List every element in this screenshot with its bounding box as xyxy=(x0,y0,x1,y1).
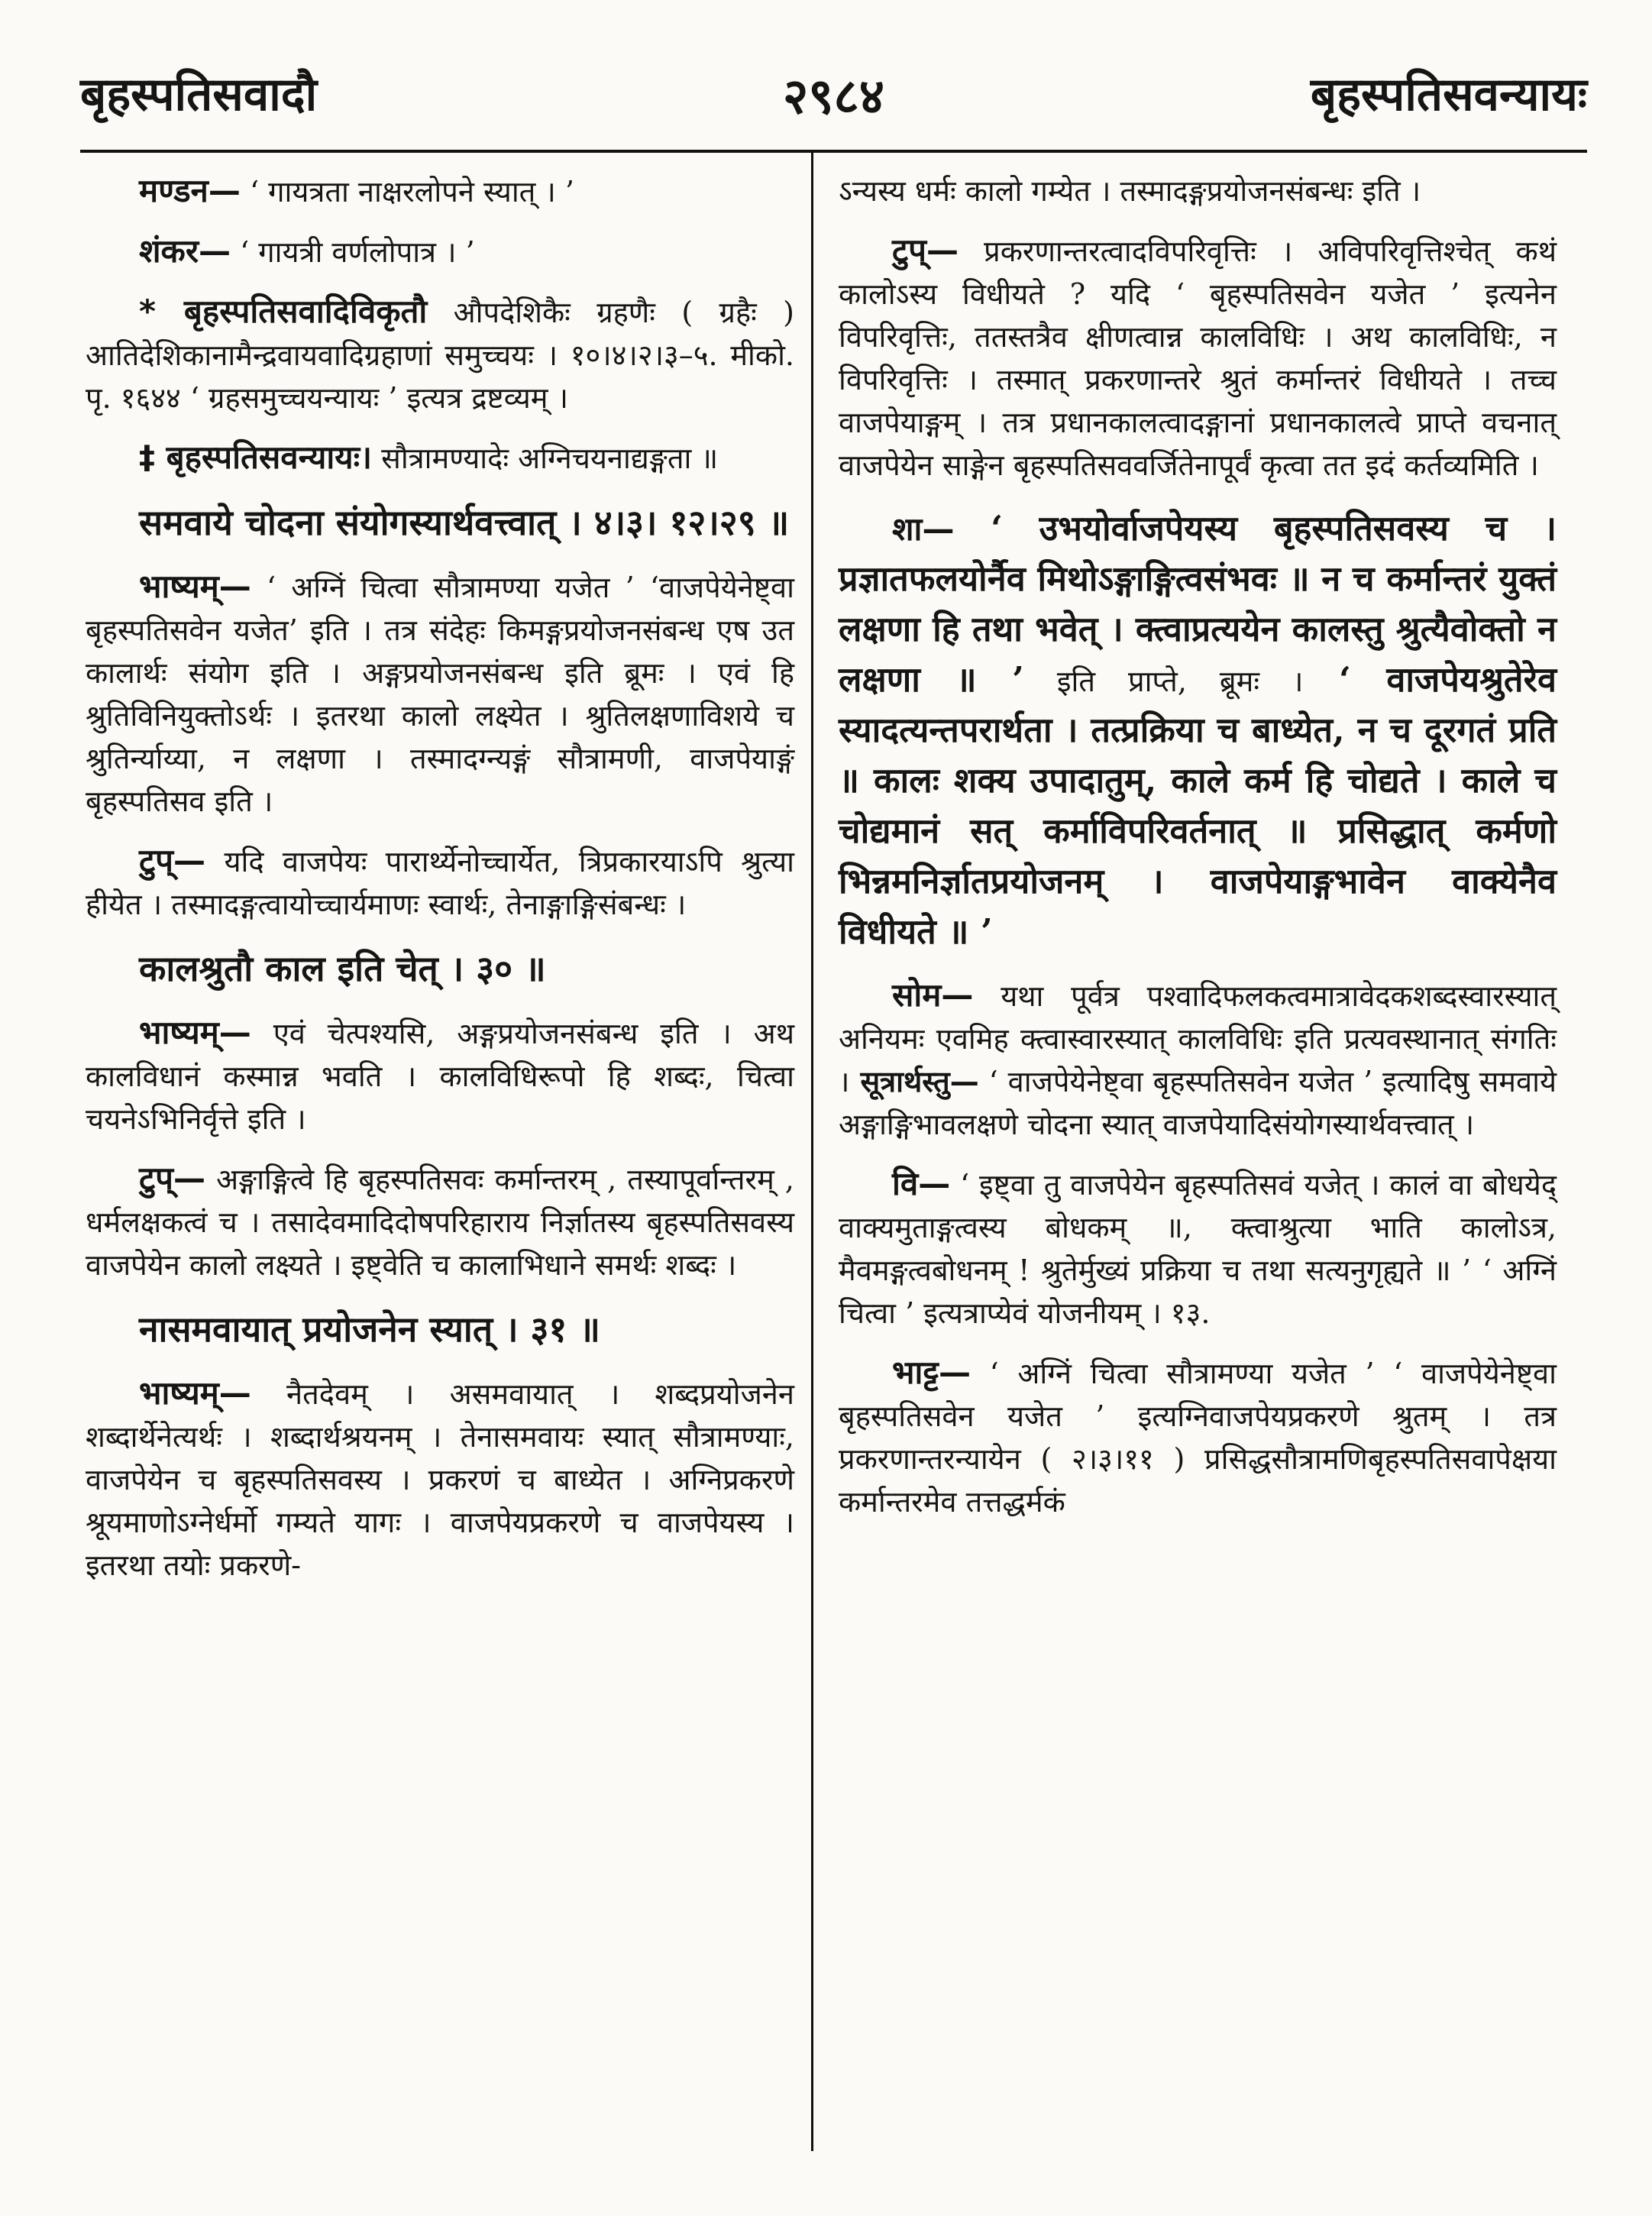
paragraph: भाष्यम्— एवं चेत्पश्यसि, अङ्गप्रयोजनसंबन्ध इति । अथ कालविधानं कस्मान्न भवति । कालविधिरूपो हि शब्दः, चित्वा चयनेऽभिनिर्वृत्ते इति । xyxy=(86,1014,794,1136)
paragraph: टुप्— अङ्गाङ्गित्वे हि बृहस्पतिसवः कर्मान्तरम् , तस्यापूर्वान्तरम् , धर्मलक्षकत्वं च । तसादेवमादिदोषपरिहाराय निर्ज्ञातस्य बृहस्पतिसवस्य वाजपेयेन कालो लक्ष्यते । इष्ट्वेति च कालाभिधाने समर्थः शब्दः । xyxy=(86,1160,794,1282)
paragraph: मण्डन— ‘ गायत्रता नाक्षरलोपने स्यात् । ’ xyxy=(139,172,574,209)
paragraph: * बृहस्पतिसवादिविकृतौ औपदेशिकैः ग्रहणैः ( ग्रहैः ) आतिदेशिकानामैन्द्रवायवादिग्रहाणां समुच्चयः । १०।४।२।३–५. मीको. पृ. १६४४ ‘ ग्रहसमुच्चयन्यायः ’ इत्यत्र द्रष्टव्यम् । xyxy=(86,293,794,415)
header-rule xyxy=(80,150,1587,153)
sutra-heading: कालश्रुतौ काल इति चेत् । ३० ॥ xyxy=(139,948,546,989)
running-head-left: बृहस्पतिसवादौ xyxy=(80,68,318,121)
right-column xyxy=(839,170,1557,1540)
paragraph: ‡ बृहस्पतिसवन्यायः। सौत्रामण्यादेः अग्निचयनाद्यङ्गता ॥ xyxy=(139,438,719,476)
paragraph: वि— ‘ इष्ट्वा तु वाजपेयेन बृहस्पतिसवं यजेत् । कालं वा बोधयेद् वाक्यमुताङ्गत्वस्य बोधकम् ॥, क्त्वाश्रुत्या भाति कालोऽत्र, मैवमङ्गत्वबोधनम् ! श्रुतेर्मुख्यं प्रक्रिया च तथा सत्यनुगृह्यते ॥ ’ ‘ अग्निं चित्वा ’ इत्यत्राप्येवं योजनीयम् । १३. xyxy=(839,1165,1557,1330)
paragraph: भाष्यम्— नैतदेवम् । असमवायात् । शब्दप्रयोजनेन शब्दार्थेनेत्यर्थः । शब्दार्थश्रयनम् । तेनासमवायः स्यात् सौत्रामण्याः, वाजपेयेन च बृहस्पतिसवस्य । प्रकरणं च बाध्येत । अग्निप्रकरणे श्रूयमाणोऽग्नेर्धर्मो गम्यते यागः । वाजपेयप्रकरणे च वाजपेयस्य । इतरथा तयोः प्रकरणे- xyxy=(86,1374,794,1582)
paragraph: सोम— यथा पूर्वत्र पश्वादिफलकत्वमात्रावेदकशब्दस्वारस्यात् अनियमः एवमिह क्त्वास्वारस्यात् कालविधिः इति प्रत्यवस्थानात् संगतिः । सूत्रार्थस्तु— ‘ वाजपेयेनेष्ट्वा बृहस्पतिसवेन यजेत ’ इत्यादिषु समवाये अङ्गाङ्गिभावलक्षणे चोदना स्यात् वाजपेयादिसंयोगस्यार्थवत्त्वात् । xyxy=(839,976,1557,1141)
paragraph: टुप्— प्रकरणान्तरत्वादविपरिवृत्तिः । अविपरिवृत्तिश्चेत् कथं कालोऽस्य विधीयते ? यदि ‘ बृहस्पतिसवेन यजेत ’ इत्यनेन विपरिवृत्तिः, ततस्तत्रैव क्षीणत्वान्न कालविधिः । अथ कालविधिः, न विपरिवृत्तिः । तस्मात् प्रकरणान्तरे श्रुतं कर्मान्तरं विधीयते । तच्च वाजपेयाङ्गम् । तत्र प्रधानकालत्वादङ्गानां प्रधानकालत्वे प्राप्ते वचनात् वाजपेयेन साङ्गेन बृहस्पतिसववर्जितेनापूर्वं कृत्वा तत इदं कर्तव्यमिति । xyxy=(839,231,1557,482)
left-column xyxy=(86,170,794,1603)
paragraph: शा— ‘ उभयोर्वाजपेयस्य बृहस्पतिसवस्य च । प्रज्ञातफलयोर्नैव मिथोऽङ्गाङ्गित्वसंभवः ॥ न च कर्मान्तरं युक्तं लक्षणा हि तथा भवेत् । क्त्वाप्रत्ययेन कालस्तु श्रुत्यैवोक्तो न लक्षणा ॥ ’ इति प्राप्ते, ब्रूमः । ‘ वाजपेयश्रुतेरेव स्यादत्यन्तपरार्थता । तत्प्रक्रिया च बाध्येत, न च दूरगतं प्रति ॥ कालः शक्य उपादातुम्, काले कर्म हि चोद्यते । काले च चोद्यमानं सत् कर्माविपरिवर्तनात् ॥ प्रसिद्धात् कर्मणो भिन्नमनिर्ज्ञातप्रयोजनम् । वाजपेयाङ्गभावेन वाक्येनैव विधीयते ॥ ’ xyxy=(839,508,1557,952)
page-number: २९८४ xyxy=(782,69,885,125)
column-divider xyxy=(811,150,813,2151)
paragraph: भाट्ट— ‘ अग्निं चित्वा सौत्रामण्या यजेत ’ ‘ वाजपेयेनेष्ट्वा बृहस्पतिसवेन यजेत ’ इत्यग्निवाजपेयप्रकरणे श्रुतम् । तत्र प्रकरणान्तरन्यायेन ( २।३।११ ) प्रसिद्धसौत्रामणिबृहस्पतिसवापेक्षया कर्मान्तरमेव तत्तद्धर्मकं xyxy=(839,1354,1557,1519)
page-header xyxy=(80,53,1587,137)
sutra-heading: नासमवायात् प्रयोजनेन स्यात् । ३१ ॥ xyxy=(139,1309,600,1350)
sutra-heading: समवाये चोदना संयोगस्यार्थवत्त्वात् । ४।३। १२।२९ ॥ xyxy=(139,502,790,543)
running-head-right: बृहस्पतिसवन्यायः xyxy=(1310,68,1587,121)
paragraph: टुप्— यदि वाजपेयः पारार्थ्येनोच्चार्येत, त्रिप्रकारयाऽपि श्रुत्या हीयेत । तस्मादङ्गत्वायोच्चार्यमाणः स्वार्थः, तेनाङ्गाङ्गिसंबन्धः । xyxy=(86,842,794,921)
paragraph: शंकर— ‘ गायत्री वर्णलोपात्र । ’ xyxy=(139,232,475,270)
paragraph: ऽन्यस्य धर्मः कालो गम्येत । तस्मादङ्गप्रयोजनसंबन्धः इति । xyxy=(839,174,1421,208)
paragraph: भाष्यम्— ‘ अग्निं चित्वा सौत्रामण्या यजेत ’ ‘वाजपेयेनेष्ट्वा बृहस्पतिसवेन यजेत’ इति । तत्र संदेहः किमङ्गप्रयोजनसंबन्ध एष उत कालार्थः संयोग इति । अङ्गप्रयोजनसंबन्ध इति ब्रूमः । एवं हि श्रुतिविनियुक्तोऽर्थः । इतरथा कालो लक्ष्येत । श्रुतिलक्षणाविशये च श्रुतिर्न्याय्या, न लक्षणा । तस्मादग्न्यङ्गं सौत्रामणी, वाजपेयाङ्गं बृहस्पतिसव इति । xyxy=(86,568,794,818)
